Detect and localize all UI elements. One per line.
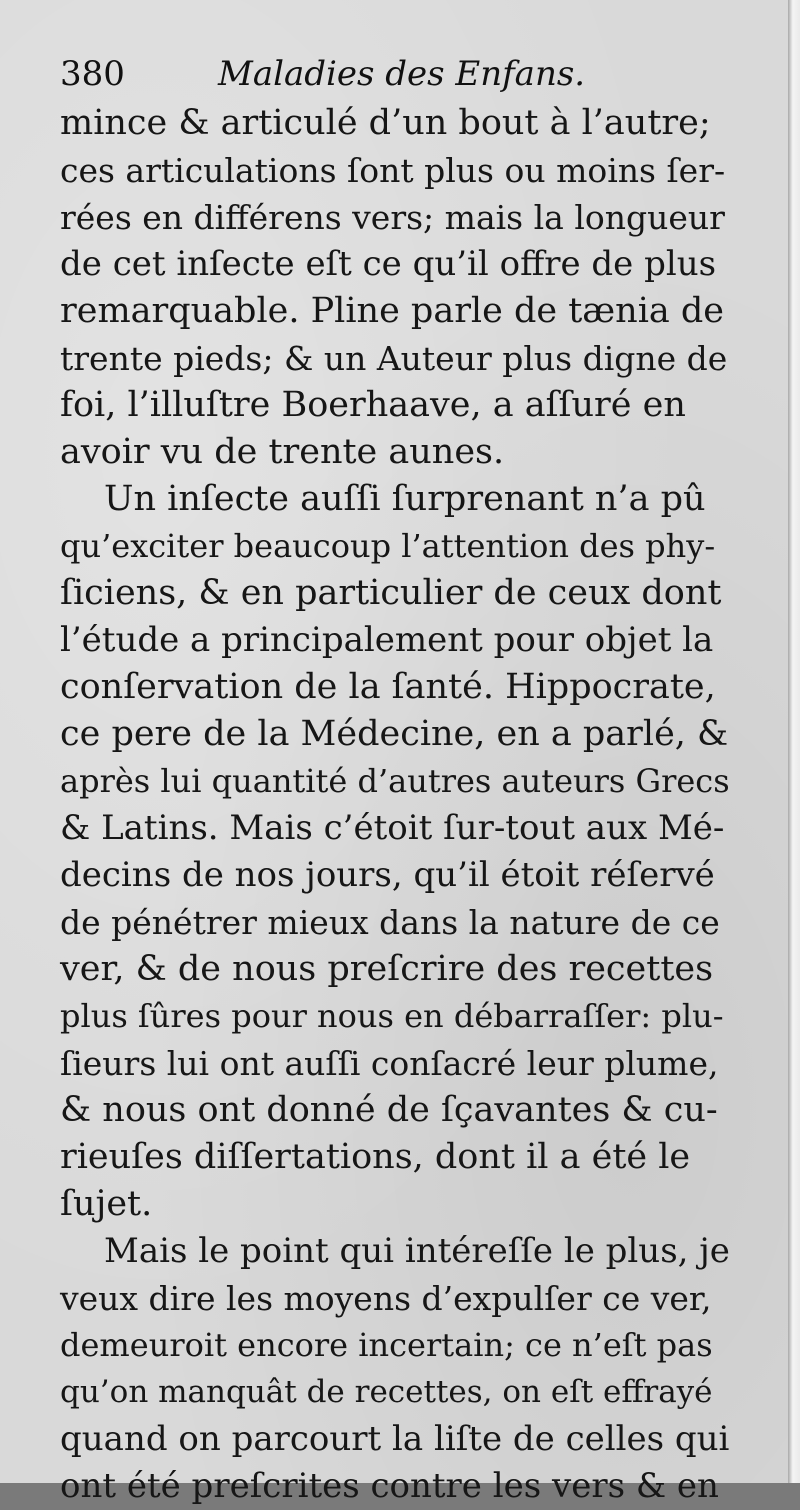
page-number: 380 <box>60 54 125 94</box>
text-line: Mais le point qui intéreſſe le plus, je <box>104 1231 730 1271</box>
text-line: trente pieds; & un Auteur plus digne de <box>60 339 728 378</box>
text-line: decins de nos jours, qu’il étoit réſervé <box>60 855 715 895</box>
text-line: ces articulations ſont plus ou moins ſer- <box>60 151 726 190</box>
text-line: ſieurs lui ont auſſi conſacré leur plume, <box>60 1044 719 1083</box>
text-line: ſiciens, & en particulier de ceux dont <box>60 573 722 613</box>
text-line: mince & articulé d’un bout à l’autre; <box>60 103 711 143</box>
text-line: rieuſes diſſertations, dont il a été le <box>60 1137 691 1177</box>
text-line: de cet inſecte eſt ce qu’il offre de plus <box>60 244 717 284</box>
text-line: veux dire les moyens d’expulſer ce ver, <box>60 1279 712 1318</box>
text-line: remarquable. Pline parle de tænia de <box>60 291 725 331</box>
text-line: plus ſûres pour nous en débarraſſer: plu- <box>60 997 724 1035</box>
text-line: de pénétrer mieux dans la nature de ce <box>60 903 720 942</box>
text-line: après lui quantité d’autres auteurs Grecs <box>60 762 730 800</box>
text-line: foi, l’illuſtre Boerhaave, a aſſuré en <box>60 385 686 425</box>
text-line: avoir vu de trente aunes. <box>60 432 505 472</box>
text-line: Un inſecte auſſi ſurprenant n’a pû <box>104 479 706 519</box>
text-line: ont été preſcrites contre les vers & en <box>60 1466 719 1506</box>
text-line: conſervation de la ſanté. Hippocrate, <box>60 667 716 707</box>
body-text <box>60 100 730 1510</box>
text-line: & nous ont donné de ſçavantes & cu- <box>60 1090 718 1130</box>
text-line: ce pere de la Médecine, en a parlé, & <box>60 714 729 754</box>
text-line: qu’on manquât de recettes, on eſt effrayé <box>60 1374 713 1410</box>
text-line: rées en différens vers; mais la longueur <box>60 198 725 237</box>
running-title: Maladies des Enfans. <box>218 54 586 94</box>
text-line: & Latins. Mais c’étoit ſur-tout aux Mé- <box>60 808 725 848</box>
text-line: demeuroit encore incertain; ce n’eſt pas <box>60 1326 713 1364</box>
text-line: l’étude a principalement pour objet la <box>60 620 714 660</box>
text-line: qu’exciter beaucoup l’attention des phy- <box>60 527 716 565</box>
text-line: ver, & de nous preſcrire des recettes <box>60 949 714 989</box>
text-line: ſujet. <box>60 1184 153 1224</box>
page-edge <box>788 0 800 1483</box>
text-line: quand on parcourt la liſte de celles qui <box>60 1419 730 1459</box>
